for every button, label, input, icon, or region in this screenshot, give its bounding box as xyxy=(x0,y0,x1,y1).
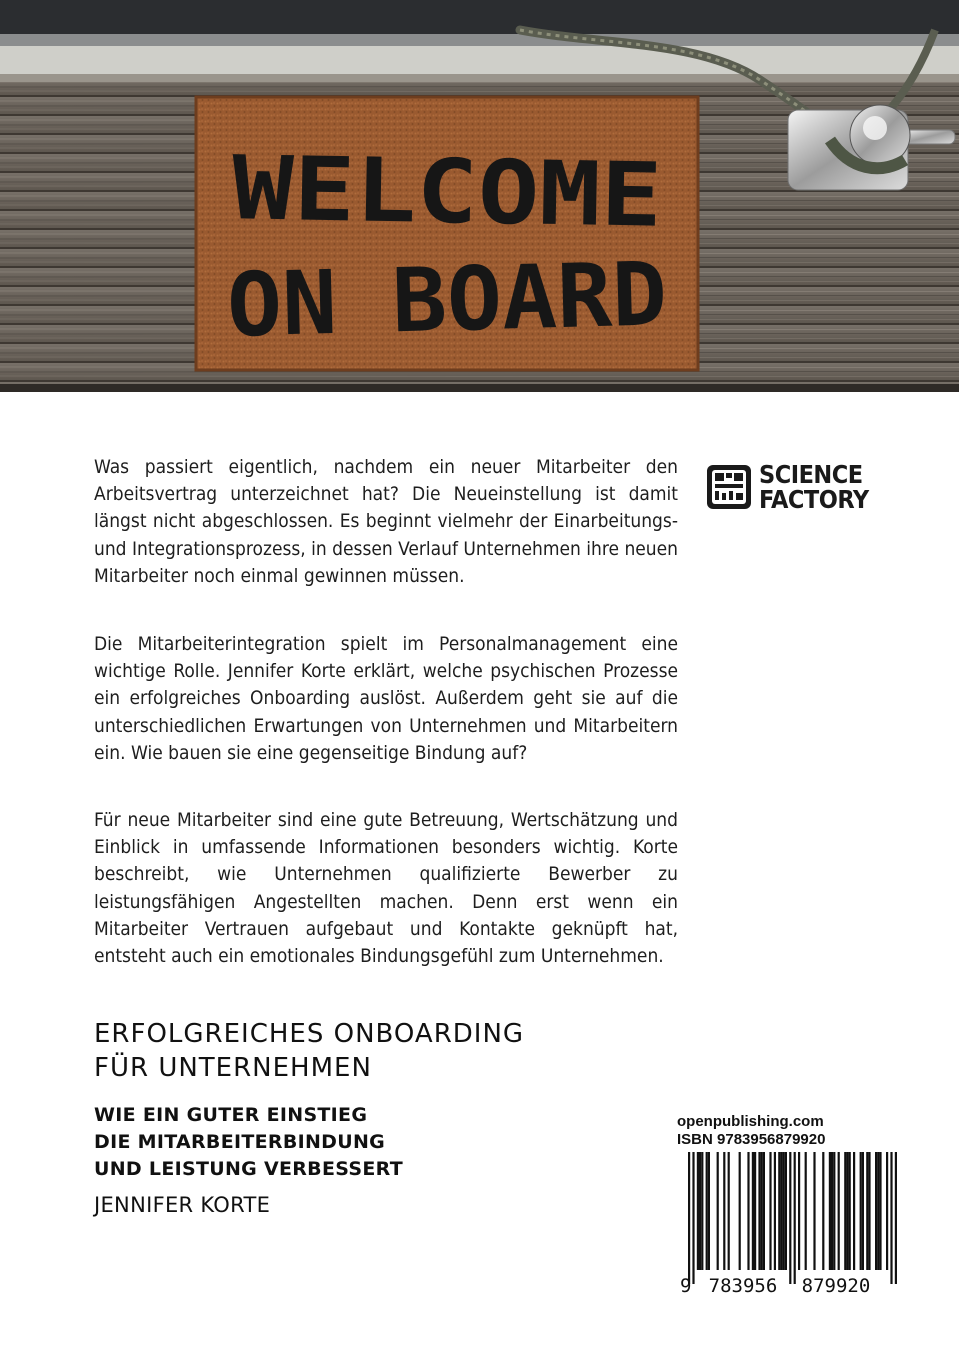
barcode-bar xyxy=(706,1152,708,1270)
barcode-bar xyxy=(849,1152,851,1270)
mat-text-welcome: WELCOME xyxy=(231,136,604,246)
barcode-bar xyxy=(846,1152,848,1270)
barcode-bar xyxy=(879,1152,881,1270)
barcode-bar xyxy=(778,1152,780,1270)
barcode-bar xyxy=(761,1152,763,1270)
barcode-bar xyxy=(844,1152,846,1270)
book-subtitle-line-2: DIE MITARBEITERBINDUNG xyxy=(94,1131,386,1153)
barcode-bar xyxy=(789,1152,791,1284)
barcode-bar xyxy=(723,1152,725,1270)
blurb-paragraph-2: Die Mitarbeiterintegration spielt im Personalmanagement eine wichtige Rolle. Jennifer Korte erklärt, welche psychischen Prozesse ein erfolgreiches Onboarding auslöst. Außerdem geht sie auf die unterschiedlichen Erwartungen von Unternehmen und Mitarbeitern ein. Wie bauen sie eine gegenseitige Bindung auf? xyxy=(94,633,678,764)
barcode-bar xyxy=(697,1152,699,1270)
barcode-bar xyxy=(728,1152,730,1270)
barcode-bar xyxy=(688,1152,690,1284)
book-title-line-1: ERFOLGREICHES ONBOARDING xyxy=(94,1019,525,1049)
barcode-bar xyxy=(763,1152,765,1270)
barcode-bar xyxy=(692,1152,694,1284)
barcode-digits-left: 783956 xyxy=(708,1275,778,1295)
barcode-bar xyxy=(752,1152,754,1270)
book-subtitle-line-1: WIE EIN GUTER EINSTIEG xyxy=(94,1104,368,1126)
barcode-bar xyxy=(838,1152,840,1270)
barcode-bar xyxy=(853,1152,855,1270)
barcode-bar xyxy=(890,1152,892,1284)
barcode-bar xyxy=(774,1152,776,1270)
mat-text-on-board: ON BOARD xyxy=(225,242,653,357)
barcode-bar xyxy=(886,1152,888,1270)
logo-line-2: FACTORY xyxy=(759,485,869,514)
barcode-bar xyxy=(754,1152,756,1270)
barcode-bar xyxy=(769,1152,771,1270)
barcode-bar xyxy=(868,1152,870,1270)
publisher-info xyxy=(677,1113,825,1149)
barcode-bar xyxy=(860,1152,862,1270)
barcode-bar xyxy=(895,1152,897,1284)
book-subtitle xyxy=(94,1102,403,1183)
barcode-bar xyxy=(798,1152,800,1270)
book-author: JENNIFER KORTE xyxy=(94,1193,271,1217)
barcode-digits-right: 879920 xyxy=(801,1275,871,1295)
publisher-website: openpublishing.com xyxy=(677,1113,824,1130)
book-subtitle-line-3: UND LEISTUNG VERBESSERT xyxy=(94,1158,403,1180)
barcode-bar xyxy=(813,1152,815,1270)
cover-photo xyxy=(0,0,959,392)
barcode-bar xyxy=(780,1152,782,1270)
barcode-bar xyxy=(866,1152,868,1270)
publisher-logo xyxy=(705,462,869,512)
barcode-bar xyxy=(739,1152,741,1270)
isbn-label: ISBN 9783956879920 xyxy=(677,1131,826,1148)
logo-line-1: SCIENCE xyxy=(759,460,863,489)
barcode-bar xyxy=(794,1152,796,1284)
science-factory-logo-icon xyxy=(705,463,753,511)
barcode-bar xyxy=(833,1152,835,1270)
barcode-bar xyxy=(785,1152,787,1270)
barcode-bar xyxy=(747,1152,749,1270)
isbn-barcode xyxy=(676,1152,900,1295)
barcode-bar xyxy=(829,1152,831,1270)
blurb-paragraph-1: Was passiert eigentlich, nachdem ein neuer Mitarbeiter den Arbeitsvertrag unterzeichnet hat? Die Neueinstellung ist damit längst nicht abgeschlossen. Es beginnt vielmehr der Einarbeitungs- und Integrationsprozess, in dessen Verlauf Unternehmen ihre neuen Mitarbeiter noch einmal gewinnen müssen. xyxy=(94,456,678,587)
logo-wordmark xyxy=(759,462,869,512)
barcode-bar xyxy=(831,1152,833,1270)
barcode-bar xyxy=(758,1152,760,1270)
barcode-bar xyxy=(862,1152,864,1270)
barcode-bar xyxy=(708,1152,710,1270)
book-title xyxy=(94,1017,524,1085)
barcode-bar xyxy=(783,1152,785,1270)
blurb-paragraph-3: Für neue Mitarbeiter sind eine gute Betreuung, Wertschätzung und Einblick in umfassende Informationen besonders wichtig. Korte beschreibt, wie Unternehmen qualifizierte Bewerber zu leistungsfähigen Angestellten machen. Denn erst wenn ein Mitarbeiter Vertrauen aufgebaut und Kontakte geknüpft hat, entsteht auch ein emotionales Bindungsgefühl zum Unternehmen. xyxy=(94,809,678,968)
barcode-bar xyxy=(699,1152,701,1270)
barcode-bar xyxy=(822,1152,824,1270)
barcode-bar xyxy=(717,1152,719,1270)
barcode-digit-lead: 9 xyxy=(680,1275,692,1295)
book-title-line-2: FÜR UNTERNEHMEN xyxy=(94,1053,372,1083)
barcode-bar xyxy=(877,1152,879,1270)
barcode-bar xyxy=(805,1152,807,1270)
barcode-bar xyxy=(875,1152,877,1270)
barcode-bar xyxy=(701,1152,703,1270)
